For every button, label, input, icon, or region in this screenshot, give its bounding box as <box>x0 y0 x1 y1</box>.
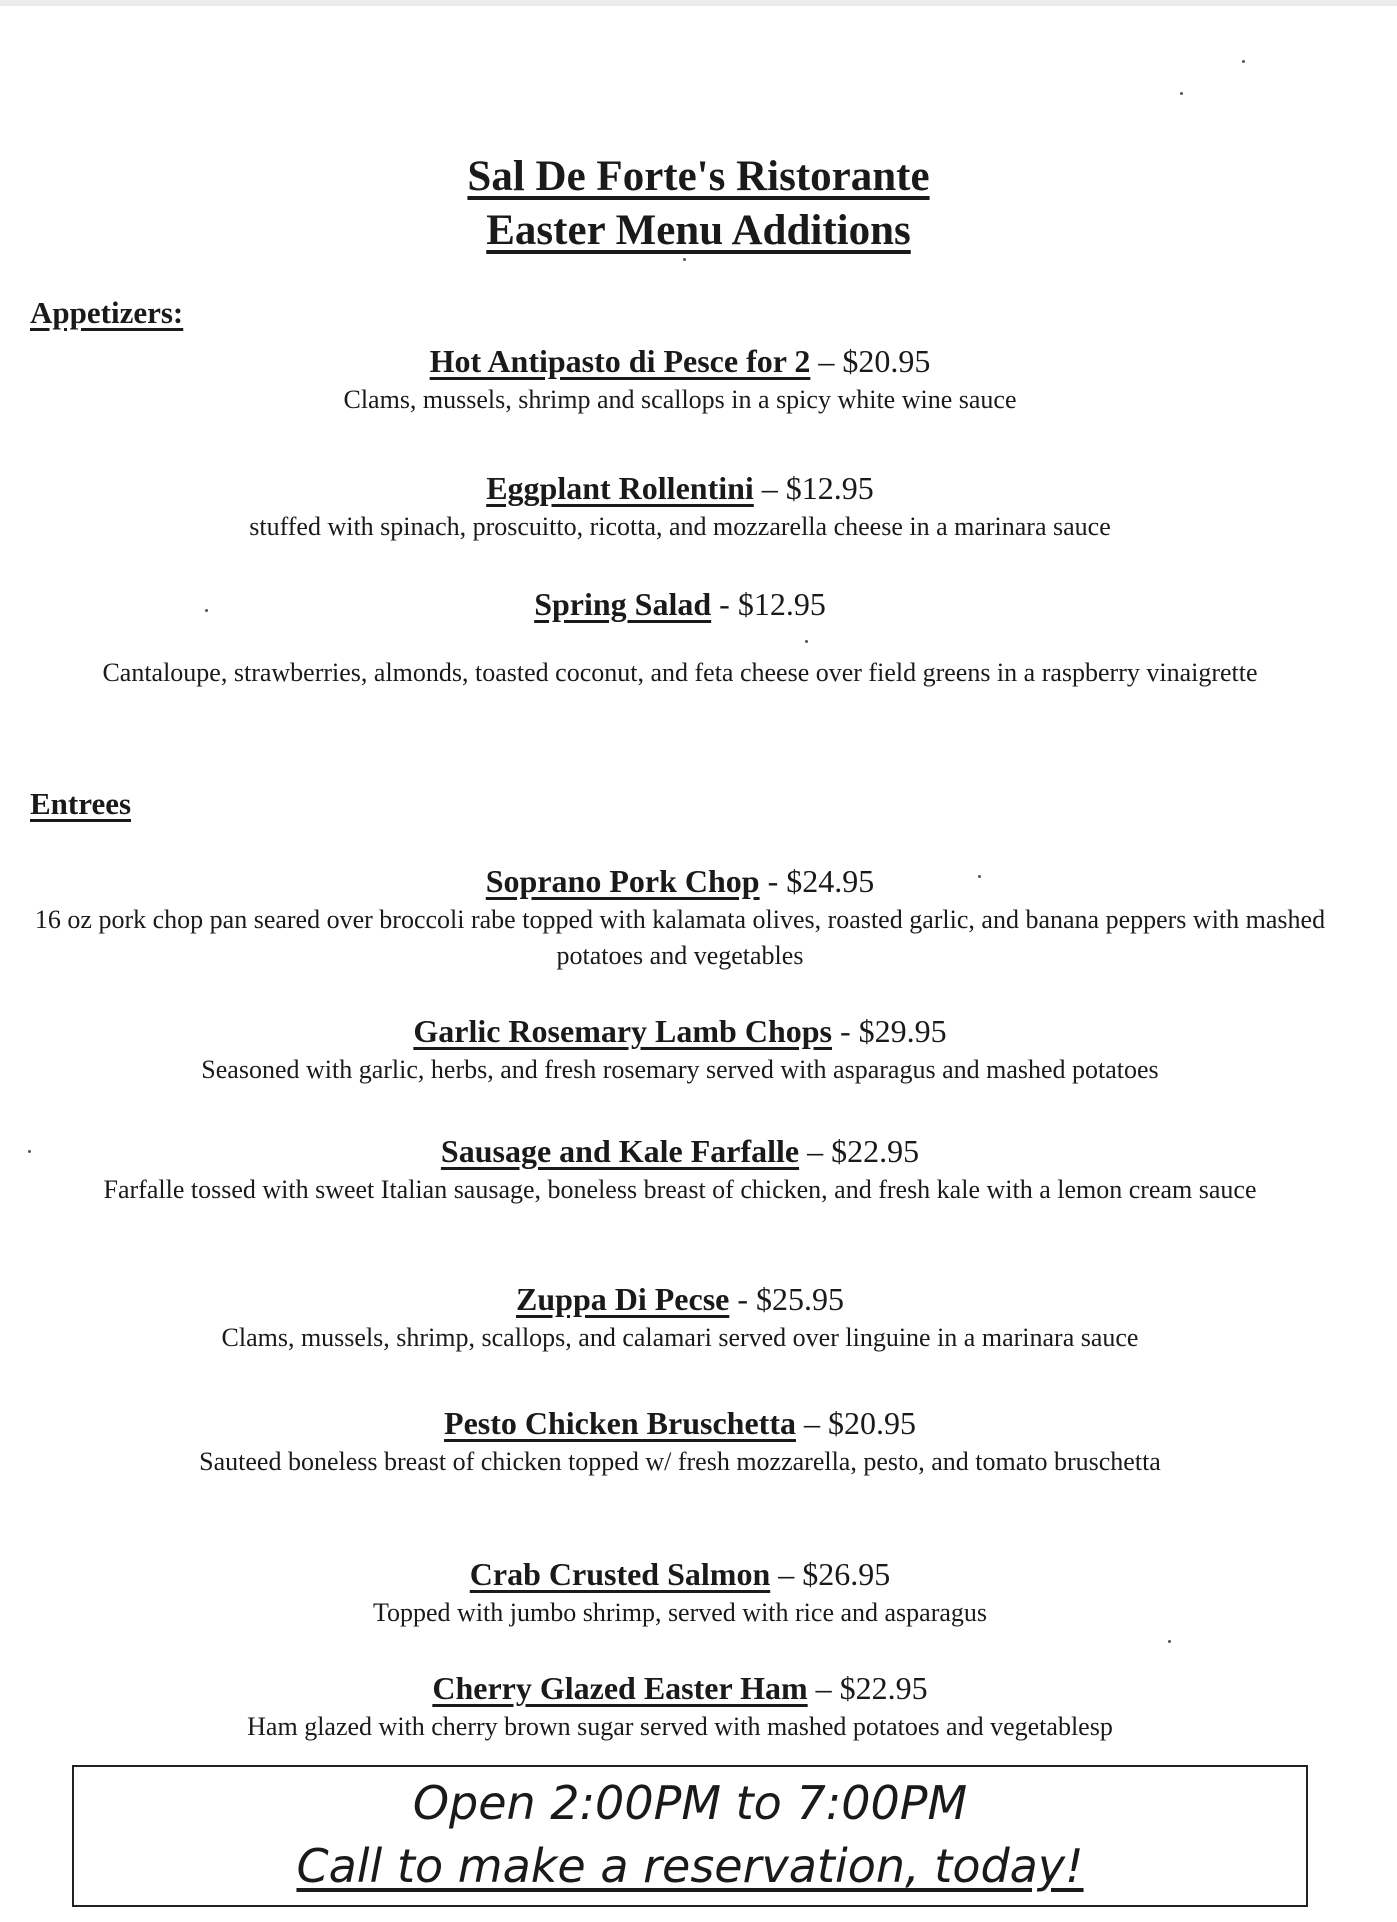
scan-speck <box>205 609 208 612</box>
menu-item <box>30 1667 1330 1745</box>
item-price: $25.95 <box>756 1281 844 1317</box>
item-separator: – <box>799 1133 832 1169</box>
menu-item <box>30 1130 1330 1208</box>
scan-speck <box>1242 60 1245 63</box>
scan-speck <box>683 258 686 261</box>
item-description: Clams, mussels, shrimp and scallops in a spicy white wine sauce <box>343 385 1017 414</box>
item-price: $26.95 <box>802 1556 891 1592</box>
item-name: Crab Crusted Salmon <box>469 1556 771 1592</box>
item-price: $20.95 <box>842 343 931 379</box>
item-description: Topped with jumbo shrimp, served with rice and asparagus <box>372 1598 988 1627</box>
item-price: $20.95 <box>827 1405 916 1441</box>
item-name: Hot Antipasto di Pesce for 2 <box>429 343 811 379</box>
menu-item <box>30 1402 1330 1480</box>
scan-edge <box>0 0 1397 6</box>
item-description: Cantaloupe, strawberries, almonds, toasted coconut, and feta cheese over field greens in a raspberry vinaigrette <box>102 658 1258 687</box>
item-name: Spring Salad <box>534 586 712 622</box>
item-separator: – <box>770 1556 803 1592</box>
scan-speck <box>1168 1640 1171 1643</box>
menu-item <box>30 467 1330 545</box>
menu-item <box>30 1278 1330 1356</box>
item-price: $12.95 <box>785 470 874 506</box>
scan-speck <box>978 875 981 878</box>
item-name: Zuppa Di Pecse <box>516 1281 730 1317</box>
item-price: $22.95 <box>839 1670 928 1706</box>
entrees-heading: Entrees <box>30 786 132 821</box>
reservation-callout: Call to make a reservation, today! <box>296 1839 1084 1893</box>
hours-box <box>72 1765 1308 1907</box>
item-separator: - <box>759 863 787 899</box>
appetizers-heading: Appetizers: <box>30 295 184 330</box>
item-separator: - <box>832 1013 859 1049</box>
menu-item <box>30 340 1330 418</box>
item-name: Garlic Rosemary Lamb Chops <box>413 1013 832 1049</box>
item-description: 16 oz pork chop pan seared over broccoli rabe topped with kalamata olives, roasted garlic, and banana peppers with mashed potatoes and vegetables <box>34 905 1326 970</box>
item-separator: – <box>810 343 843 379</box>
item-price: $24.95 <box>786 863 875 899</box>
item-separator: - <box>729 1281 756 1317</box>
menu-item <box>30 583 1330 691</box>
item-name: Sausage and Kale Farfalle <box>440 1133 800 1169</box>
item-name: Soprano Pork Chop <box>485 863 760 899</box>
item-price: $12.95 <box>737 586 826 622</box>
item-description: stuffed with spinach, proscuitto, ricotta, and mozzarella cheese in a marinara sauce <box>249 512 1111 541</box>
scan-speck <box>28 1150 31 1153</box>
item-description: Sauteed boneless breast of chicken topped w/ fresh mozzarella, pesto, and tomato bruschetta <box>199 1447 1161 1476</box>
item-name: Cherry Glazed Easter Ham <box>432 1670 808 1706</box>
item-separator: – <box>795 1405 828 1441</box>
scan-speck <box>1180 92 1183 95</box>
item-name: Pesto Chicken Bruschetta <box>444 1405 796 1441</box>
menu-item <box>30 1010 1330 1088</box>
item-price: $29.95 <box>858 1013 947 1049</box>
menu-header <box>0 150 1397 258</box>
scan-speck <box>805 640 808 643</box>
menu-title: Easter Menu Additions <box>486 207 911 254</box>
item-description: Clams, mussels, shrimp, scallops, and calamari served over linguine in a marinara sauce <box>221 1323 1139 1352</box>
menu-item <box>30 860 1330 974</box>
item-separator: - <box>711 586 738 622</box>
item-price: $22.95 <box>831 1133 920 1169</box>
menu-item <box>30 1553 1330 1631</box>
restaurant-name: Sal De Forte's Ristorante <box>467 153 930 200</box>
item-description: Seasoned with garlic, herbs, and fresh rosemary served with asparagus and mashed potatoes <box>201 1055 1159 1084</box>
item-separator: – <box>753 470 786 506</box>
item-separator: – <box>807 1670 840 1706</box>
item-description: Ham glazed with cherry brown sugar served with mashed potatoes and vegetablesp <box>247 1712 1113 1741</box>
item-name: Eggplant Rollentini <box>486 470 754 506</box>
item-description: Farfalle tossed with sweet Italian sausage, boneless breast of chicken, and fresh kale with a lemon cream sauce <box>103 1175 1257 1204</box>
opening-hours: Open 2:00PM to 7:00PM <box>412 1776 968 1830</box>
